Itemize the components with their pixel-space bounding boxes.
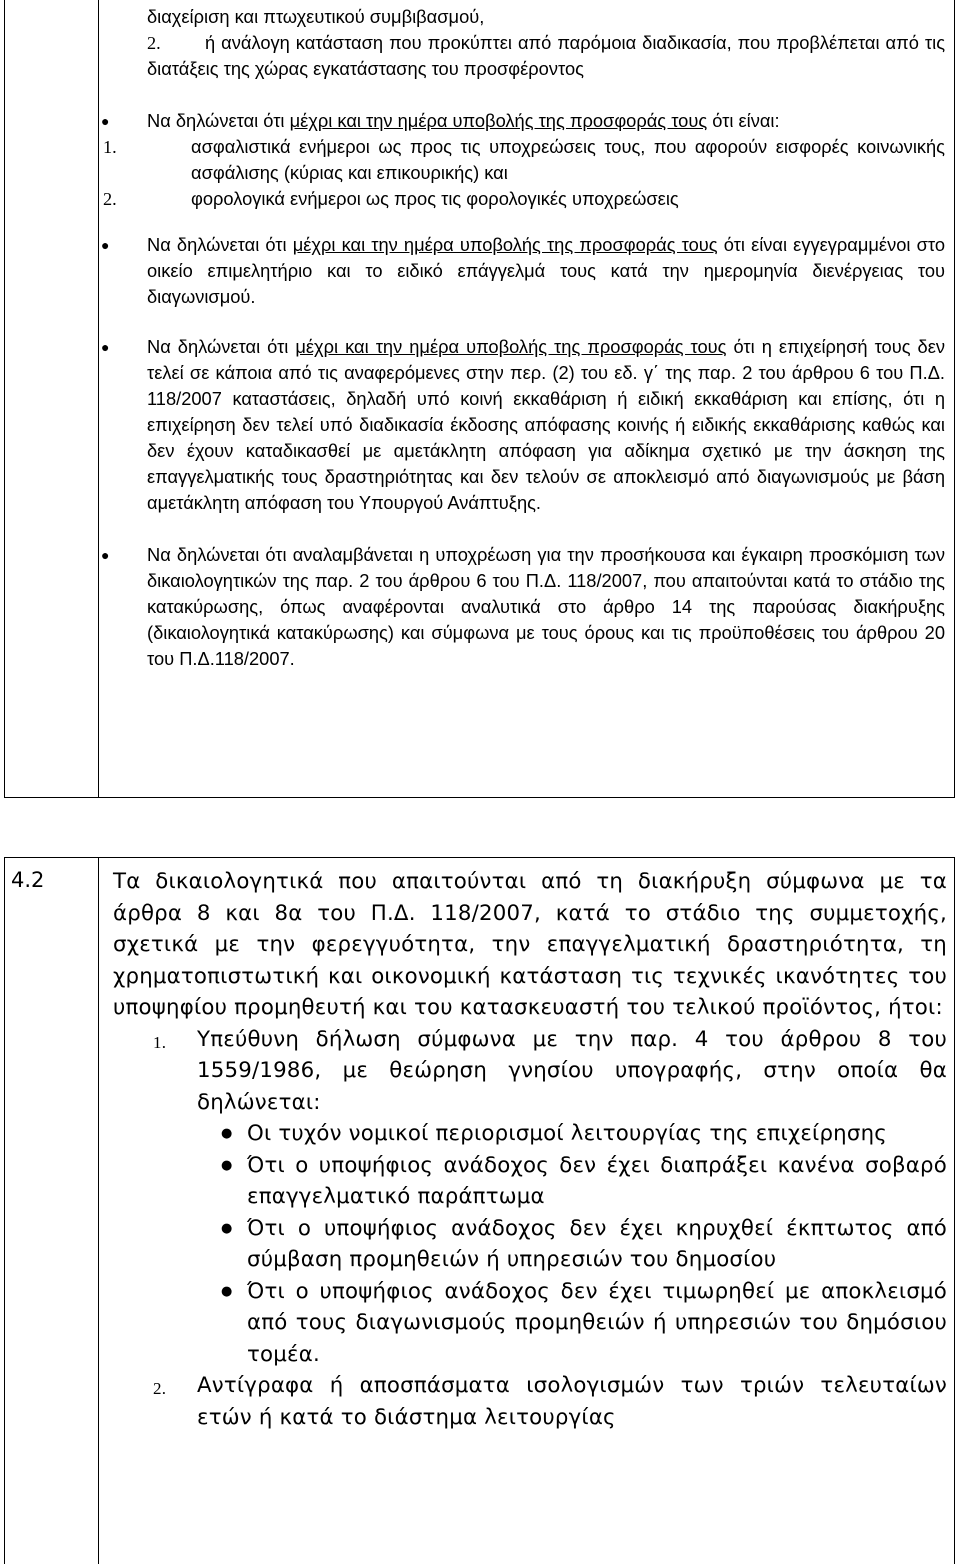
bullet-icon: ●	[221, 1157, 233, 1173]
bullet-icon: ●	[101, 339, 110, 355]
bullet-icon: ●	[101, 237, 110, 253]
bullet-liquidation: ● Να δηλώνεται ότι μέχρι και την ημέρα υποβολής της προσφοράς τους ότι η επιχείρησή τους δεν τελεί σε κάποια από τις αναφερόμενες στην περ. (2) του εδ. γ΄ της παρ. 2 του άρθρου 6 του Π.Δ. 118/2007 καταστάσεις, δηλαδή υπό κοινή εκκαθάριση ή ειδική εκκαθάριση και επίσης, ότι η επιχείρηση δεν τελεί υπό διαδικασία έκδοσης απόφασης κοινής ή ειδικής εκκαθάρισης καθώς και δεν έχουν καταδικασθεί με αμετάκλητη απόφαση για αδίκημα σχετικό με την άσκηση της επαγγελματικής τους δραστηριότητας και δεν τελούν σε αποκλεισμό από διαγωνισμούς με βάση αμετάκλητη απόφαση του Υπουργού Ανάπτυξης.	[101, 336, 945, 513]
bullet-icon: ●	[101, 113, 110, 129]
declaration-bullets	[113, 1118, 947, 1370]
requirements-content	[101, 4, 945, 672]
bullet-icon: ●	[221, 1220, 233, 1236]
bullet-registration: ● Να δηλώνεται ότι μέχρι και την ημέρα υποβολής της προσφοράς τους ότι είναι εγγεγραμμένοι στο οικείο επιμελητήριο και το ειδικό επάγγελμά τους κατά την ημερομηνία διενέργειας του διαγωνισμού.	[101, 234, 945, 307]
intro-item-2: 2. ή ανάλογη κατάσταση που προκύπτει από παρόμοια διαδικασία, που προβλέπεται από τις διατάξεις της χώρας εγκατάστασης του προσφέροντος	[147, 32, 945, 79]
bullet-icon: ●	[101, 547, 110, 563]
bullet-icon: ●	[221, 1283, 233, 1299]
section-item-1: 1. Υπεύθυνη δήλωση σύμφωνα με την παρ. 4 του άρθρου 8 του 1559/1986, με θεώρηση γνησίου υπογραφής, στην οποία θα δηλώνεται:	[153, 1026, 947, 1115]
column-divider	[98, 0, 99, 797]
section-content	[113, 866, 947, 1433]
column-divider	[98, 858, 99, 1564]
bullet-icon: ●	[221, 1126, 233, 1141]
requirements-table	[4, 0, 955, 798]
bullet-documents: ● Να δηλώνεται ότι αναλαμβάνεται η υποχρέωση για την προσήκουσα και έγκαιρη προσκόμιση των δικαιολογητικών της παρ. 2 του άρθρου 6 του Π.Δ. 118/2007, που απαιτούνται κατά το στάδιο της κατακύρωσης, όπως αναφέρονται αναλυτικά στο άρθρο 14 της παρούσας διακήρυξης (δικαιολογητικά κατακύρωσης) και σύμφωνα με τους όρους και τις προϋποθέσεις του άρθρου 20 του Π.Δ.118/2007.	[101, 544, 945, 669]
intro-line: διαχείριση και πτωχευτικού συμβιβασμού,	[147, 6, 485, 27]
section-item-2: 2. Αντίγραφα ή αποσπάσματα ισολογισμών των τριών τελευταίων ετών ή κατά το διάστημα λειτουργίας	[153, 1373, 947, 1430]
declaration-bullet: ● Οι τυχόν νομικοί περιορισμοί λειτουργίας της επιχείρησης	[219, 1118, 947, 1150]
section-number: 4.2	[11, 868, 45, 892]
section-intro: Τα δικαιολογητικά που απαιτούνται από τη διακήρυξη σύμφωνα με τα άρθρα 8 και 8α του Π.Δ. 118/2007, κατά το στάδιο της συμμετοχής, σχετικά με την φερεγγυότητα, την επαγγελματική δραστηριότητα, τη χρηματοπιστωτική και οικονομική κατάσταση τις τεχνικές ικανότητες του υποψηφίου προμηθευτή και του κατασκευαστή του τελικού προϊόντος, ήτοι:	[113, 869, 947, 1020]
sub-item-2: 2. φορολογικά ενήμεροι ως προς τις φορολογικές υποχρεώσεις	[103, 188, 679, 209]
sub-item-1: 1. ασφαλιστικά ενήμεροι ως προς τις υποχρεώσεις τους, που αφορούν εισφορές κοινωνικής ασφάλισης (κύριας και επικουρικής) και	[103, 136, 945, 183]
declaration-bullet: ● Ότι ο υποψήφιος ανάδοχος δεν έχει κηρυχθεί έκπτωτος από σύμβαση προμηθειών ή υπηρεσιών του δημοσίου	[219, 1213, 947, 1276]
section-4-2-table	[4, 857, 955, 1564]
bullet-insurance-tax: ● Να δηλώνεται ότι μέχρι και την ημέρα υποβολής της προσφοράς τους ότι είναι:	[101, 108, 945, 134]
declaration-bullet: ● Ότι ο υποψήφιος ανάδοχος δεν έχει διαπράξει κανένα σοβαρό επαγγελματικό παράπτωμα	[219, 1150, 947, 1213]
declaration-bullet: ● Ότι ο υποψήφιος ανάδοχος δεν έχει τιμωρηθεί με αποκλεισμό από τους διαγωνισμούς προμηθειών ή υπηρεσιών του δημόσιου τομέα.	[219, 1276, 947, 1371]
